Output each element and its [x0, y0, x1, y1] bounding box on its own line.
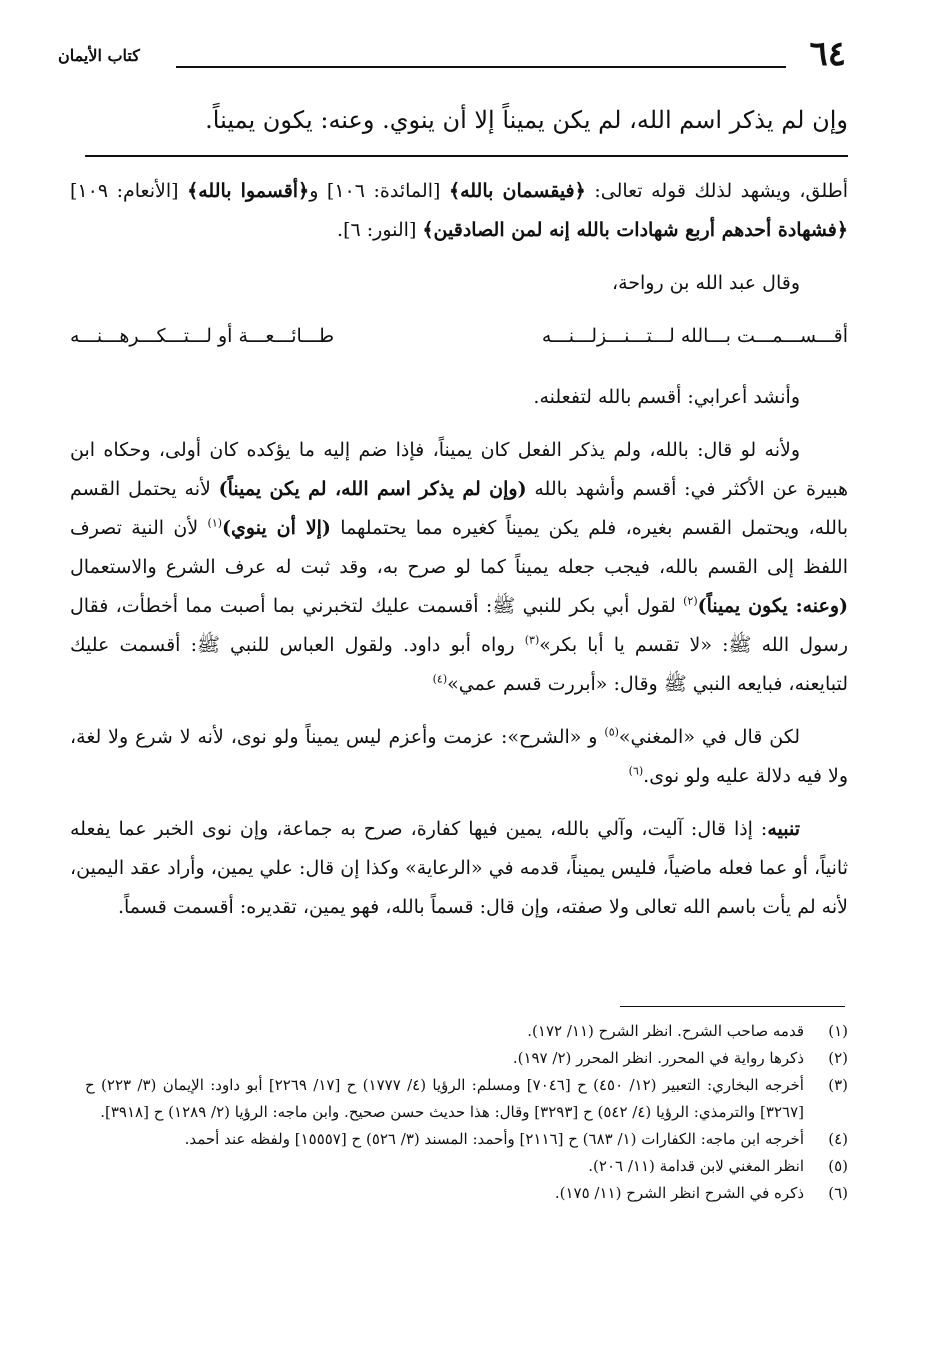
verse-second-hemistich: طـــائـــعـــة أو لـــتـــكـــرهـــنـــه [70, 325, 335, 347]
footnote-ref[interactable]: (٦) [628, 764, 644, 778]
header-rule [176, 66, 786, 68]
text-span: لكن قال في «المغني» [618, 726, 800, 748]
paragraph-argument [70, 431, 848, 704]
page-header [58, 34, 846, 74]
footnote-item [85, 1126, 848, 1153]
text-span: لقول أبي بكر للنبي ﷺ: أقسمت عليك لتخبرني بما أصبت مما أخطأت، فقال رسول الله ﷺ: «لا تقسم يا أبا بكر» [70, 595, 848, 656]
footnotes [85, 1018, 848, 1207]
footnote-ref[interactable]: (١) [207, 516, 223, 530]
footnote-divider [620, 1006, 845, 1007]
footnote-text: انظر المغني لابن قدامة (١١/ ٢٠٦). [588, 1157, 804, 1175]
footnote-text: أخرجه البخاري: التعبير (١٢/ ٤٥٠) ح [٧٠٤٦] ومسلم: الرؤيا (٤/ ١٧٧٧) ح [١٧/ ٢٢٦٩] أبو داود: الإيمان (٣/ ٢٢٣) ح [٣٢٦٧] والترمذي: الرؤيا (٤/ ٥٤٢) ح [٣٢٩٣] وقال: هذا حديث حسن صحيح. وابن ماجه: الرؤيا (٢/ ١٢٨٩) ح [٣٩١٨]. [85, 1076, 804, 1121]
text-span: [الأنعام: ١٠٩] [70, 180, 188, 202]
quran-quote: ﴿فشهادة أحدهم أربع شهادات بالله إنه لمن الصادقين﴾ [422, 219, 848, 241]
commentary [70, 172, 848, 927]
paragraph-verses [70, 172, 848, 250]
text-span: : إذا قال: آليت، وآلي بالله، يمين فيها كفارة، صرح به جماعة، وإن نوى الخبر عما يفعله ثانياً، أو عما فعله ماضياً، فليس يميناً، قدمه في «الرعاية» وكذا إن قال: علي يمين، وأراد عقد اليمين، لأنه لم يأت باسم الله تعالى ولا صفته، وإن قال: قسماً بالله، فهو يمين، تقديره: أقسمت قسماً. [70, 818, 848, 918]
page-number: ٦٤ [809, 34, 846, 74]
paragraph-bedouin: وأنشد أعرابي: أقسم بالله لتفعلنه. [533, 386, 800, 408]
footnote-number: (٥) [828, 1157, 848, 1175]
footnote-number: (٤) [828, 1130, 848, 1148]
footnote-item [85, 1072, 848, 1126]
footnote-text: قدمه صاحب الشرح. انظر الشرح (١١/ ١٧٢). [527, 1022, 804, 1040]
footnote-item [85, 1018, 848, 1045]
footnote-ref[interactable]: (٥) [604, 725, 619, 739]
footnote-number: (٣) [828, 1076, 848, 1094]
quran-quote: ﴿فيقسمان بالله﴾ [448, 180, 586, 202]
footnote-ref[interactable]: (٢) [683, 594, 698, 608]
footnote-number: (٢) [828, 1049, 848, 1067]
footnote-number: (١) [828, 1022, 848, 1040]
footnote-ref[interactable]: (٣) [524, 633, 540, 647]
text-span: أطلق، ويشهد لذلك قوله تعالى: [585, 180, 849, 202]
text-span: لأنه يحتمل القسم بالله، ويحتمل القسم بغيره، فلم يكن يميناً كغيره مما يحتملهما [70, 478, 848, 539]
matn-divider [85, 155, 848, 157]
footnote-item [85, 1153, 848, 1180]
footnote-text: ذكرها رواية في المحرر. انظر المحرر (٢/ ١٩٧). [512, 1049, 804, 1067]
matn-quote: (وعنه: يكون يميناً) [697, 595, 849, 617]
footnote-item [85, 1180, 848, 1207]
footnote-item [85, 1045, 848, 1072]
matn-quote: (وإن لم يذكر اسم الله، لم يكن يميناً) [218, 478, 527, 500]
paragraph-mughni [70, 718, 848, 796]
text-span: رواه أبو داود. ولقول العباس للنبي ﷺ: أقسمت عليك لتبايعنه، فبايعه النبي ﷺ وقال: «أبررت قسم عمي» [70, 634, 848, 695]
text-span: لأن النية تصرف اللفظ إلى القسم بالله، فيجب جعله يميناً كما لو صرح به، وقد ثبت له عرف الشرع والاستعمال [70, 517, 848, 578]
paragraph-note [70, 810, 848, 927]
quran-quote: ﴿أقسموا بالله﴾ [187, 180, 310, 202]
text-span: [النور: ٦]. [337, 219, 423, 241]
note-label: تنبيه [767, 818, 800, 840]
footnote-number: (٦) [828, 1184, 848, 1202]
paragraph-poet: وقال عبد الله بن رواحة، [611, 272, 800, 294]
running-title: كتاب الأيمان [58, 46, 140, 65]
footnote-text: أخرجه ابن ماجه: الكفارات (١/ ٦٨٣) ح [٢١١٦] وأحمد: المسند (٣/ ٥٢٦) ح [١٥٥٥٧] ولفظه عند أحمد. [184, 1130, 804, 1148]
poetry-verse [70, 317, 848, 356]
matn-text: وإن لم يذكر اسم الله، لم يكن يميناً إلا أن ينوي. وعنه: يكون يميناً. [205, 106, 848, 134]
matn-quote: (إلا أن ينوي) [222, 517, 331, 539]
text-span: و «الشرح»: عزمت وأعزم ليس يميناً ولو نوى، لأنه لا شرع ولا لغة، ولا فيه دلالة عليه ولو نوى. [70, 726, 848, 787]
verse-first-hemistich: أقـــســـمـــت بـــالله لـــتـــنـــزلـــنـــه [541, 325, 848, 347]
footnote-ref[interactable]: (٤) [432, 672, 448, 686]
text-span: [المائدة: ١٠٦] و [309, 180, 449, 202]
footnote-text: ذكره في الشرح انظر الشرح (١١/ ١٧٥). [554, 1184, 804, 1202]
text-span: ولأنه لو قال: بالله، ولم يذكر الفعل كان يميناً، فإذا ضم إليه ما يؤكده كان أولى، وحكاه ابن هبيرة عن الأكثر في: أقسم وأشهد بالله [70, 439, 848, 500]
